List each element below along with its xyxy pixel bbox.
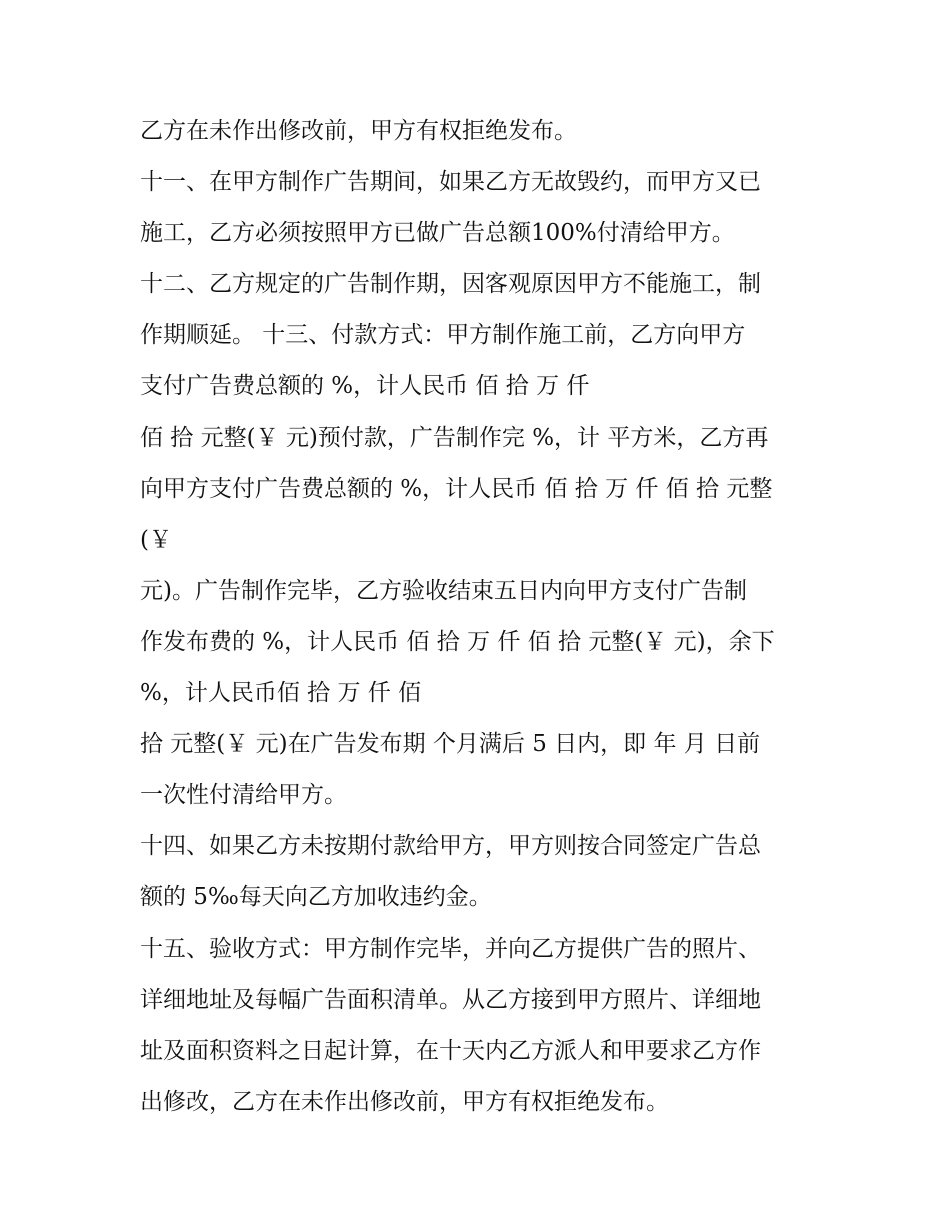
text-line: 址及面积资料之日起计算，在十天内乙方派人和甲要求乙方作 [140, 1037, 761, 1064]
text-line: 一次性付清给甲方。 [140, 782, 347, 809]
text-line: 十四、如果乙方未按期付款给甲方，甲方则按合同签定广告总 [140, 833, 761, 860]
text-line: 十一、在甲方制作广告期间，如果乙方无故毁约，而甲方又已 [140, 169, 761, 196]
text-line: 十二、乙方规定的广告制作期，因客观原因甲方不能施工，制 [140, 271, 761, 298]
contract-body-text [140, 106, 820, 1128]
text-line: 佰 拾 元整(￥ 元)预付款，广告制作完 %，计 平方米，乙方再 [140, 424, 769, 451]
text-line: 作发布费的 %，计人民币 佰 拾 万 仟 佰 拾 元整(￥ 元)，余下 [140, 628, 775, 655]
text-line: 详细地址及每幅广告面积清单。从乙方接到甲方照片、详细地 [140, 986, 761, 1013]
text-line: (￥ [140, 526, 172, 553]
text-line: %，计人民币佰 拾 万 仟 佰 [140, 680, 422, 707]
text-line: 向甲方支付广告费总额的 %，计人民币 佰 拾 万 仟 佰 拾 元整 [140, 475, 773, 502]
text-line: 支付广告费总额的 %，计人民币 佰 拾 万 仟 [140, 373, 590, 400]
text-line: 元)。广告制作完毕，乙方验收结束五日内向甲方支付广告制 [140, 577, 747, 604]
text-line: 拾 元整(￥ 元)在广告发布期 个月满后 5 日内，即 年 月 日前 [140, 731, 761, 758]
text-line: 作期顺延。 十三、付款方式：甲方制作施工前，乙方向甲方 [140, 322, 746, 349]
text-line: 出修改，乙方在未作出修改前，甲方有权拒绝发布。 [140, 1088, 669, 1115]
text-line: 十五、验收方式：甲方制作完毕，并向乙方提供广告的照片、 [140, 935, 761, 962]
text-line: 额的 5‰每天向乙方加收违约金。 [140, 884, 492, 911]
text-line: 乙方在未作出修改前，甲方有权拒绝发布。 [140, 118, 577, 144]
text-line: 施工，乙方必须按照甲方已做广告总额100%付清给甲方。 [140, 220, 735, 247]
